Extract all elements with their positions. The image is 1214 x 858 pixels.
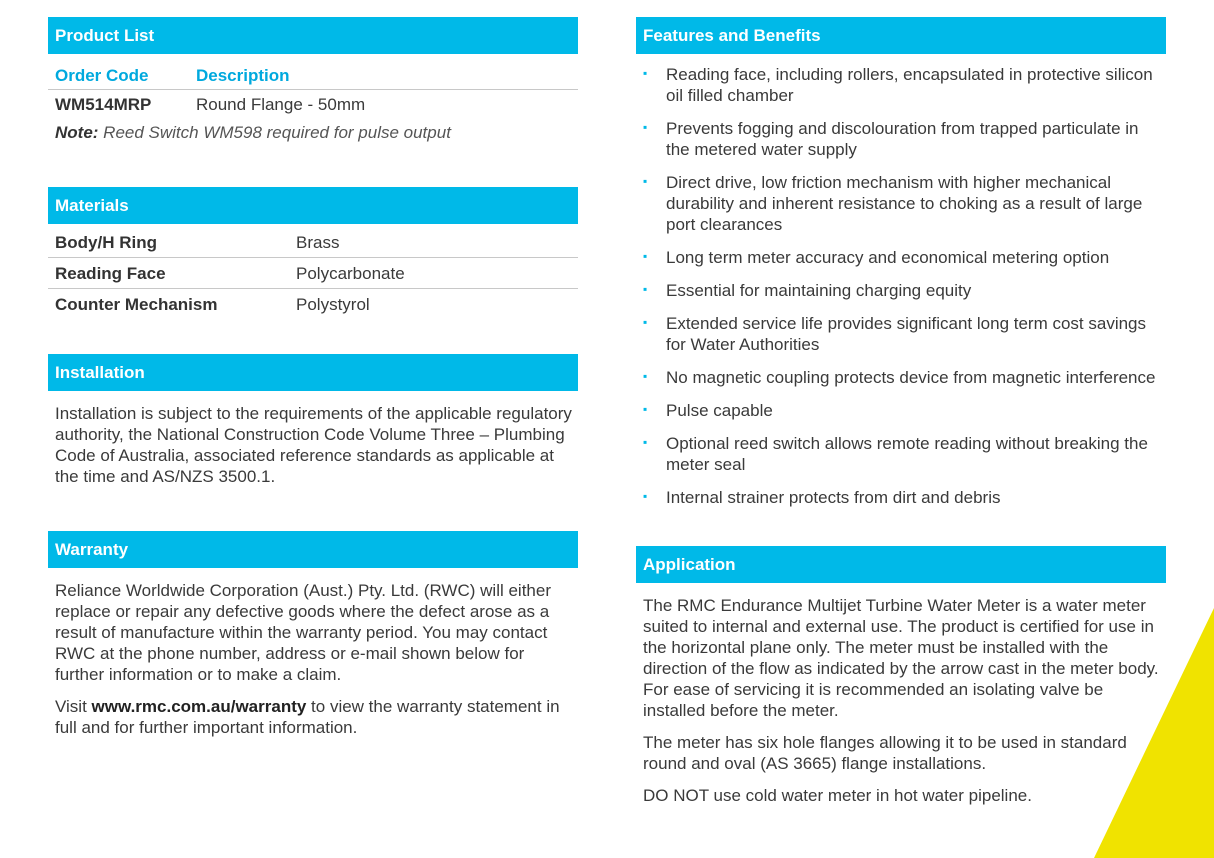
bullet-icon: ▪ [643,489,648,503]
description-column-header: Description [196,66,290,85]
list-item [643,487,1166,508]
bullet-icon: ▪ [643,249,648,263]
feature-text: Long term meter accuracy and economical metering option [666,248,1110,267]
feature-text: Reading face, including rollers, encapsulated in protective silicon oil filled chamber [666,65,1153,105]
product-note [48,119,578,143]
features-section [636,17,1166,508]
installation-text: Installation is subject to the requirements of the applicable regulatory authority, the National Construction Code Volume Three – Plumbing Code of Australia, associated reference standards as applicable at the time and AS/NZS 3500.1. [55,404,572,486]
list-item [643,172,1166,235]
feature-text: No magnetic coupling protects device from magnetic interference [666,368,1156,387]
list-item [643,280,1166,301]
bullet-icon: ▪ [643,315,648,329]
order-code-column-header: Order Code [55,66,149,85]
visit-prefix: Visit [55,697,92,716]
yellow-corner-shape [1094,608,1214,858]
feature-text: Essential for maintaining charging equity [666,281,972,300]
order-code-cell: WM514MRP [55,95,152,114]
installation-header: Installation [48,354,578,391]
warranty-section [48,531,578,738]
application-paragraph: DO NOT use cold water meter in hot water pipeline. [643,786,1032,805]
warranty-link[interactable]: www.rmc.com.au/warranty [91,697,307,716]
product-list-section [48,17,578,143]
application-header: Application [636,546,1166,583]
bullet-icon: ▪ [643,435,648,449]
bullet-icon: ▪ [643,282,648,296]
feature-text: Direct drive, low friction mechanism with higher mechanical durability and inherent resistance to choking as a result of large port clearances [666,173,1143,234]
feature-text: Internal strainer protects from dirt and debris [666,488,1001,507]
warranty-text: Reliance Worldwide Corporation (Aust.) Pty. Ltd. (RWC) will either replace or repair any defective goods where the defect arose as a result of manufacture within the warranty period. You may contact RWC at the phone number, address or e-mail shown below for further information or to make a claim. [55,581,551,684]
features-header: Features and Benefits [636,17,1166,54]
list-item [643,118,1166,160]
list-item [643,64,1166,106]
features-list [636,54,1166,508]
warranty-visit-text [48,685,578,738]
bullet-icon: ▪ [643,174,648,188]
bullet-icon: ▪ [643,120,648,134]
feature-text: Extended service life provides significant long term cost savings for Water Authorities [666,314,1147,354]
table-row [48,90,578,119]
material-part-cell: Counter Mechanism [55,295,218,314]
material-part-cell: Reading Face [55,264,166,283]
list-item [643,367,1166,388]
material-value-cell: Brass [296,233,340,252]
materials-section [48,187,578,319]
right-column [636,17,1166,806]
materials-table [48,224,578,319]
bullet-icon: ▪ [643,402,648,416]
product-table-header [48,54,578,90]
bullet-icon: ▪ [643,66,648,80]
note-label: Note: [55,123,99,142]
left-column [48,17,578,738]
material-value-cell: Polycarbonate [296,264,405,283]
materials-header: Materials [48,187,578,224]
table-row [48,289,578,319]
list-item [643,400,1166,421]
application-paragraph: The RMC Endurance Multijet Turbine Water Meter is a water meter suited to internal and external use. The product is certified for use in the horizontal plane only. The meter must be installed with the direction of the flow as indicated by the arrow cast in the meter body. For ease of servicing it is recommended an isolating valve be installed before the meter. [643,596,1159,720]
product-list-header: Product List [48,17,578,54]
visit-suffix: to view the warranty statement in full and for further important information. [55,697,560,737]
warranty-header: Warranty [48,531,578,568]
feature-text: Optional reed switch allows remote reading without breaking the meter seal [666,434,1148,474]
feature-text: Pulse capable [666,401,773,420]
installation-section [48,354,578,487]
material-part-cell: Body/H Ring [55,233,157,252]
application-section [636,546,1166,806]
note-text: Reed Switch WM598 required for pulse output [98,123,451,142]
feature-text: Prevents fogging and discolouration from trapped particulate in the metered water supply [666,119,1139,159]
material-value-cell: Polystyrol [296,295,370,314]
list-item [643,433,1166,475]
description-cell: Round Flange - 50mm [196,95,366,114]
list-item [643,313,1166,355]
list-item [643,247,1166,268]
table-row [48,258,578,289]
table-row [48,227,578,258]
application-paragraph: The meter has six hole flanges allowing it to be used in standard round and oval (AS 3665) flange installations. [643,733,1127,773]
bullet-icon: ▪ [643,369,648,383]
